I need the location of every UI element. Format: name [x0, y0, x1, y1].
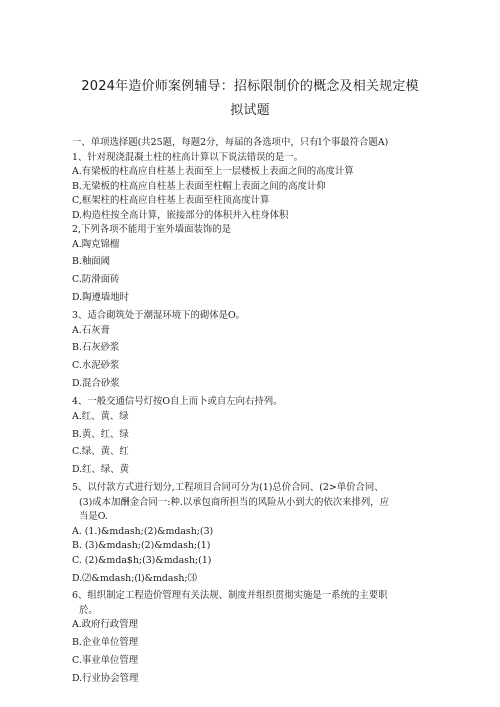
text-line: D.构造柱按全高计算，嵌接部分的体积并入柱身体积	[72, 209, 289, 221]
text-line: 4、一般交通信号灯按O自上而卜或自左向右持列。	[72, 396, 283, 408]
text-line: C. (2)&mda$h;(3)&mdash;(1)	[72, 554, 212, 566]
text-line: D.⑵&mdash;(l)&mdash;⑶	[72, 572, 197, 584]
text-line: A.红、黄、绿	[72, 410, 129, 422]
text-line: B.企业单位管理	[72, 637, 139, 649]
text-line: C.防滑面砖	[72, 274, 120, 286]
document-title-line-2: 拟试题	[230, 103, 270, 118]
text-line: C.水泥砂浆	[72, 360, 120, 372]
text-line: D.行业协会管理	[72, 673, 139, 685]
text-line: 当是O.	[79, 511, 108, 523]
text-line: (3)成本加酬金合同一:种.以承包商所担当的风险从小到大的依次来排列，应	[79, 496, 390, 508]
text-line: 3、适合砌筑处于潮湿环境下的砌体是O。	[72, 310, 246, 322]
text-line: A.政府行政管理	[72, 619, 139, 631]
text-line: 5、以付款方式进行划分,工程项目合同可分为(1)总价合同、(2>单价合同、	[72, 482, 384, 494]
text-line: 於。	[79, 604, 98, 616]
text-line: A.陶克锦榴	[72, 238, 120, 250]
text-line: 一、单项选择题(共25题，每题2分，每届的各选项中，只有l个事最符合题A)	[72, 137, 389, 148]
text-line: D.红、绿、黄	[72, 464, 130, 476]
text-line: 2,下列各项不能用于室外墙面装饰的是	[72, 224, 231, 235]
document-title-line-1: 2024年造价师案例辅导：招标限制价的概念及相关规定模	[81, 79, 419, 94]
text-line: B. (3)&mdash;(2)&mdash;(1)	[72, 540, 211, 552]
text-line: 6、组织制定工程造价管理有关法规、制度并组织贯彻实施是一系统的主要职	[72, 590, 388, 602]
text-line: 1、针对现浇混凝土柱的柱高计算以下说法错误的是一。	[72, 151, 303, 163]
text-line: B.黄、红、绿	[72, 428, 129, 440]
question-body	[72, 136, 472, 687]
text-line: B.无梁板的柱高应自柱基上表面至柱帽上表面之间的高度计仰	[72, 180, 326, 192]
text-line: A. (1.)&mdash;(2)&mdash;(3)	[72, 525, 214, 537]
text-line: A.石灰膏	[72, 324, 110, 336]
text-line: B.石灰砂浆	[72, 342, 120, 354]
text-line: C,框架柱的柱高应自柱基上表面至柱顶高度计算	[72, 195, 270, 206]
text-line: C.事业单位管理	[72, 655, 139, 667]
text-line: D.混合砂浆	[72, 378, 120, 390]
text-line: D.陶遵墙地时	[72, 292, 130, 304]
text-line: A.有梁板的柱高应自柱基上表面至上一层楼板上表面之间的高度计算	[72, 166, 354, 177]
text-line: C.绿、黄、红	[72, 446, 129, 458]
text-line: B.釉面阈	[72, 256, 110, 268]
